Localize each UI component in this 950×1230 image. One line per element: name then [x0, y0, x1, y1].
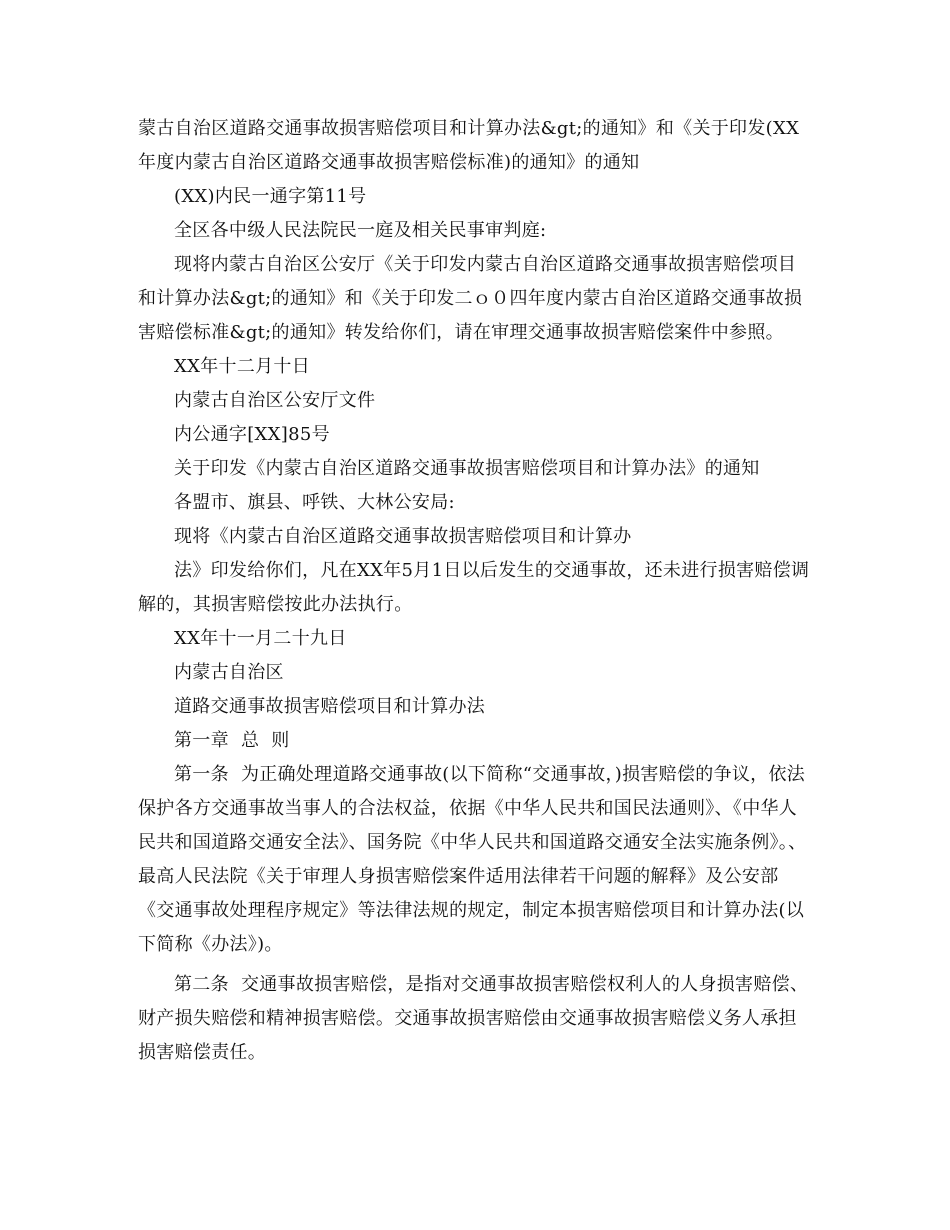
paragraph-document-number: (XX)内民一通字第11号: [174, 186, 367, 207]
paragraph-forwarding-notice: 现将内蒙古自治区公安厅《关于印发内蒙古自治区道路交通事故损害赔偿项目和计算办法&gt;的通知》和《关于印发二ｏ０四年度内蒙古自治区道路交通事故损害赔偿标准&gt;的通知》转发给你们，请在审理交通事故损害赔偿案件中参照。: [138, 254, 803, 343]
paragraph-addressee: 全区各中级人民法院民一庭及相关民事审判庭:: [174, 220, 547, 241]
paragraph-notice-title-continued: 蒙古自治区道路交通事故损害赔偿项目和计算办法&gt;的通知》和《关于印发(XX年度内蒙古自治区道路交通事故损害赔偿标准)的通知》的通知: [138, 118, 800, 173]
paragraph-chapter-one: 第一章 总 则: [174, 730, 290, 751]
paragraph-date-1: XX年十二月十日: [174, 356, 311, 377]
paragraph-document-number-2: 内公通字[XX]85号: [174, 424, 330, 445]
paragraph-date-2: XX年十一月二十九日: [174, 628, 347, 649]
paragraph-notice-title: 关于印发《内蒙古自治区道路交通事故损害赔偿项目和计算办法》的通知: [174, 458, 760, 479]
paragraph-article-one: 第一条 为正确处理道路交通事故(以下简称“交通事故，)损害赔偿的争议，依法保护各方交通事故当事人的合法权益，依据《中华人民共和国民法通则》、《中华人民共和国道路交通安全法》、国务院《中华人民共和国道路交通安全法实施条例》。、最高人民法院《关于审理人身损害赔偿案件适用法律若干问题的解释》及公安部《交通事故处理程序规定》等法律法规的规定，制定本损害赔偿项目和计算办法(以下简称《办法》)。: [138, 764, 807, 955]
paragraph-notice-body-1: 现将《内蒙古自治区道路交通事故损害赔偿项目和计算办: [174, 526, 632, 547]
paragraph-notice-body-2: 法》印发给你们，凡在XX年5月1日以后发生的交通事故，还未进行损害赔偿调解的，其损害赔偿按此办法执行。: [138, 560, 810, 615]
document-body: [138, 112, 814, 1070]
paragraph-addressee-2: 各盟市、旗县、呼铁、大林公安局:: [174, 492, 455, 513]
paragraph-issuer: 内蒙古自治区公安厅文件: [174, 390, 376, 411]
paragraph-article-two: 第二条 交通事故损害赔偿，是指对交通事故损害赔偿权利人的人身损害赔偿、财产损失赔偿和精神损害赔偿。交通事故损害赔偿由交通事故损害赔偿义务人承担损害赔偿责任。: [138, 974, 809, 1063]
paragraph-measures-title: 道路交通事故损害赔偿项目和计算办法: [174, 696, 486, 717]
paragraph-region: 内蒙古自治区: [174, 662, 284, 683]
